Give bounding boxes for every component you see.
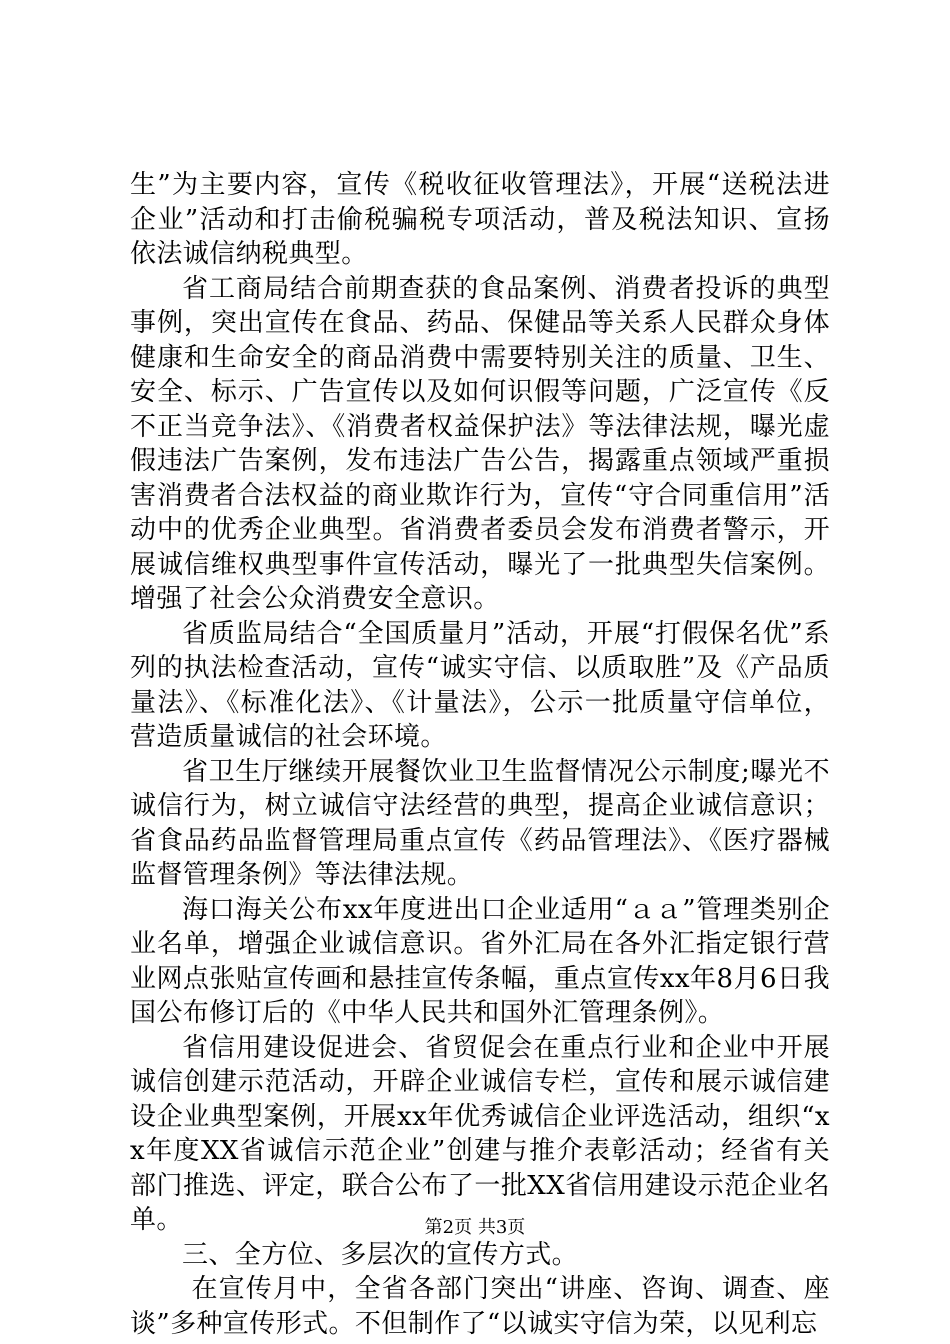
paragraph-quality-bureau: 省质监局结合“全国质量月”活动，开展“打假保名优”系列的执法检查活动，宣传“诚实守信、以质取胜”及《产品质量法》、《标准化法》、《计量法》，公示一批质量守信单位，营造质量诚信的社会环境。 bbox=[130, 618, 830, 752]
paragraph-publicity-methods: 在宣传月中，全省各部门突出“讲座、咨询、调查、座谈”多种宣传形式。不但制作了“以诚实守信为荣，以见利忘 bbox=[130, 1274, 830, 1339]
paragraph-commerce-bureau: 省工商局结合前期查获的食品案例、消费者投诉的典型事例，突出宣传在食品、药品、保健品等关系人民群众身体健康和生命安全的商品消费中需要特别关注的质量、卫生、安全、标示、广告宣传以及如何识假等问题，广泛宣传《反不正当竞争法》、《消费者权益保护法》等法律法规，曝光虚假违法广告案例，发布违法广告公告，揭露重点领域严重损害消费者合法权益的商业欺诈行为，宣传“守合同重信用”活动中的优秀企业典型。省消费者委员会发布消费者警示，开展诚信维权典型事件宣传活动，曝光了一批典型失信案例。增强了社会公众消费安全意识。 bbox=[130, 273, 830, 614]
paragraph-health-department: 省卫生厅继续开展餐饮业卫生监督情况公示制度;曝光不诚信行为，树立诚信守法经营的典型，提高企业诚信意识；省食品药品监督管理局重点宣传《药品管理法》、《医疗器械监督管理条例》等法律法规。 bbox=[130, 756, 830, 890]
section-heading: 三、全方位、多层次的宣传方式。 bbox=[182, 1239, 579, 1270]
paragraph-credit-association: 省信用建设促进会、省贸促会在重点行业和企业中开展诚信创建示范活动，开辟企业诚信专栏，宣传和展示诚信建设企业典型案例，开展xx年优秀诚信企业评选活动，组织“xx年度XX省诚信示范企业”创建与推介表彰活动；经省有关部门推选、评定，联合公布了一批XX省信用建设示范企业名单。 bbox=[130, 1032, 830, 1235]
document-body bbox=[130, 168, 830, 1341]
paragraph-customs: 海口海关公布xx年度进出口企业适用“ａａ”管理类别企业名单，增强企业诚信意识。省外汇局在各外汇指定银行营业网点张贴宣传画和悬挂宣传条幅，重点宣传xx年8月6日我国公布修订后的《中华人民共和国外汇管理条例》。 bbox=[130, 894, 830, 1028]
paragraph-continuation: 生”为主要内容，宣传《税收征收管理法》，开展“送税法进企业”活动和打击偷税骗税专项活动，普及税法知识、宣扬依法诚信纳税典型。 bbox=[130, 170, 830, 269]
page-footer: 第2页 共3页 bbox=[424, 1217, 526, 1238]
